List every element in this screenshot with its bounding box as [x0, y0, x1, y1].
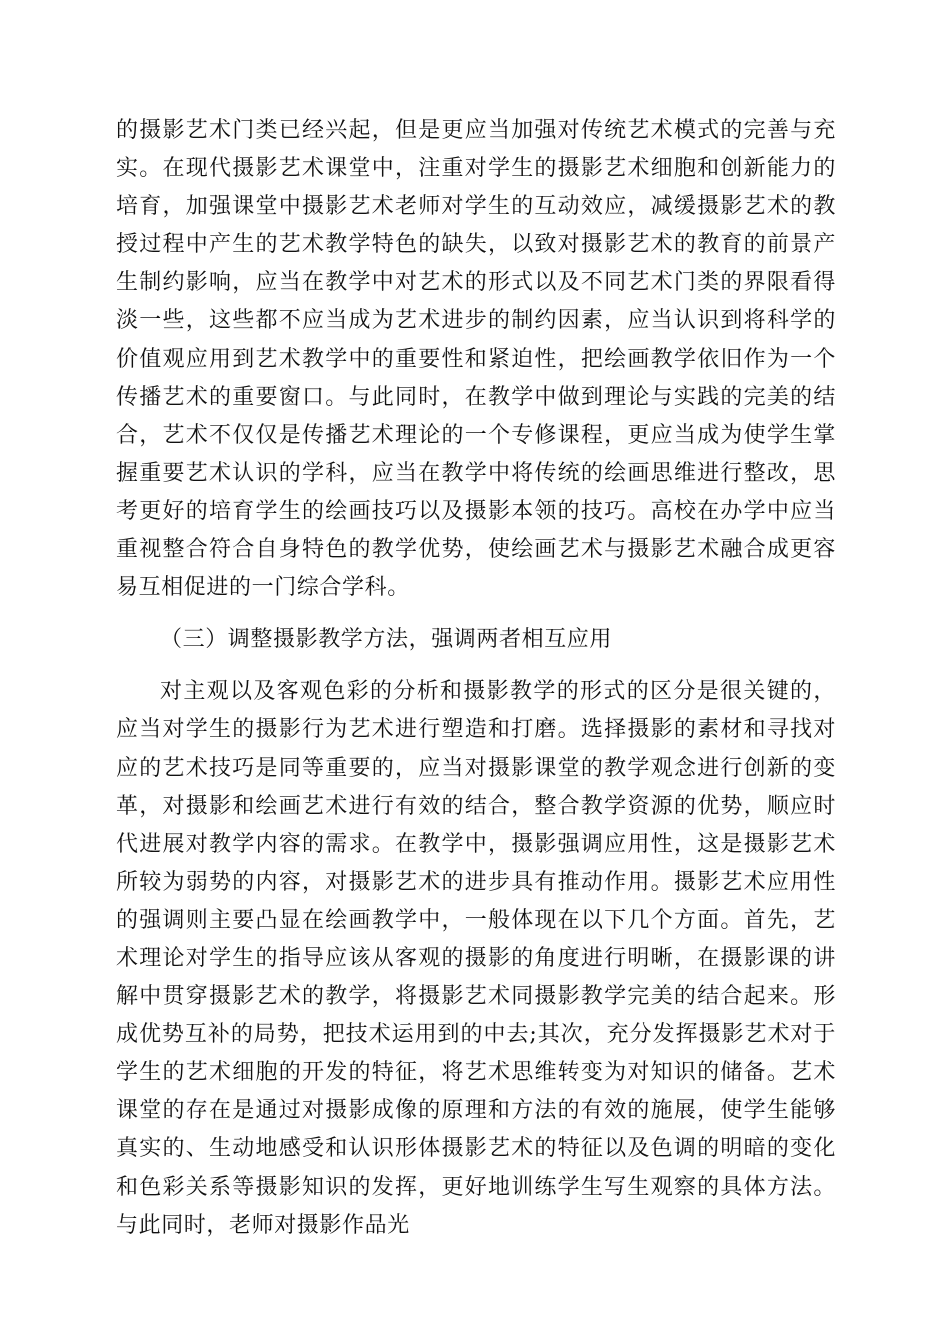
- document-page: [116, 112, 836, 1245]
- paragraph-body: 对主观以及客观色彩的分析和摄影教学的形式的区分是很关键的，应当对学生的摄影行为艺术进行塑造和打磨。选择摄影的素材和寻找对应的艺术技巧是同等重要的，应当对摄影课堂的教学观念进行创新的变革，对摄影和绘画艺术进行有效的结合，整合教学资源的优势，顺应时代进展对教学内容的需求。在教学中，摄影强调应用性，这是摄影艺术所较为弱势的内容，对摄影艺术的进步具有推动作用。摄影艺术应用性的强调则主要凸显在绘画教学中，一般体现在以下几个方面。首先，艺术理论对学生的指导应该从客观的摄影的角度进行明晰，在摄影课的讲解中贯穿摄影艺术的教学，将摄影艺术同摄影教学完美的结合起来。形成优势互补的局势，把技术运用到的中去;其次，充分发挥摄影艺术对于学生的艺术细胞的开发的特征，将艺术思维转变为对知识的储备。艺术课堂的存在是通过对摄影成像的原理和方法的有效的施展，使学生能够真实的、生动地感受和认识形体摄影艺术的特征以及色调的明暗的变化和色彩关系等摄影知识的发挥，更好地训练学生写生观察的具体方法。与此同时，老师对摄影作品光: [116, 679, 836, 1238]
- paragraph-continuation: 的摄影艺术门类已经兴起，但是更应当加强对传统艺术模式的完善与充实。在现代摄影艺术课堂中，注重对学生的摄影艺术细胞和创新能力的培育，加强课堂中摄影艺术老师对学生的互动效应，减缓摄影艺术的教授过程中产生的艺术教学特色的缺失，以致对摄影艺术的教育的前景产生制约影响，应当在教学中对艺术的形式以及不同艺术门类的界限看得淡一些，这些都不应当成为艺术进步的制约因素，应当认识到将科学的价值观应用到艺术教学中的重要性和紧迫性，把绘画教学依旧作为一个传播艺术的重要窗口。与此同时，在教学中做到理论与实践的完美的结合，艺术不仅仅是传播艺术理论的一个专修课程，更应当成为使学生掌握重要艺术认识的学科，应当在教学中将传统的绘画思维进行整改，思考更好的培育学生的绘画技巧以及摄影本领的技巧。高校在办学中应当重视整合符合自身特色的教学优势，使绘画艺术与摄影艺术融合成更容易互相促进的一门综合学科。: [116, 118, 836, 601]
- section-heading: （三）调整摄影教学方法，强调两者相互应用: [160, 627, 613, 653]
